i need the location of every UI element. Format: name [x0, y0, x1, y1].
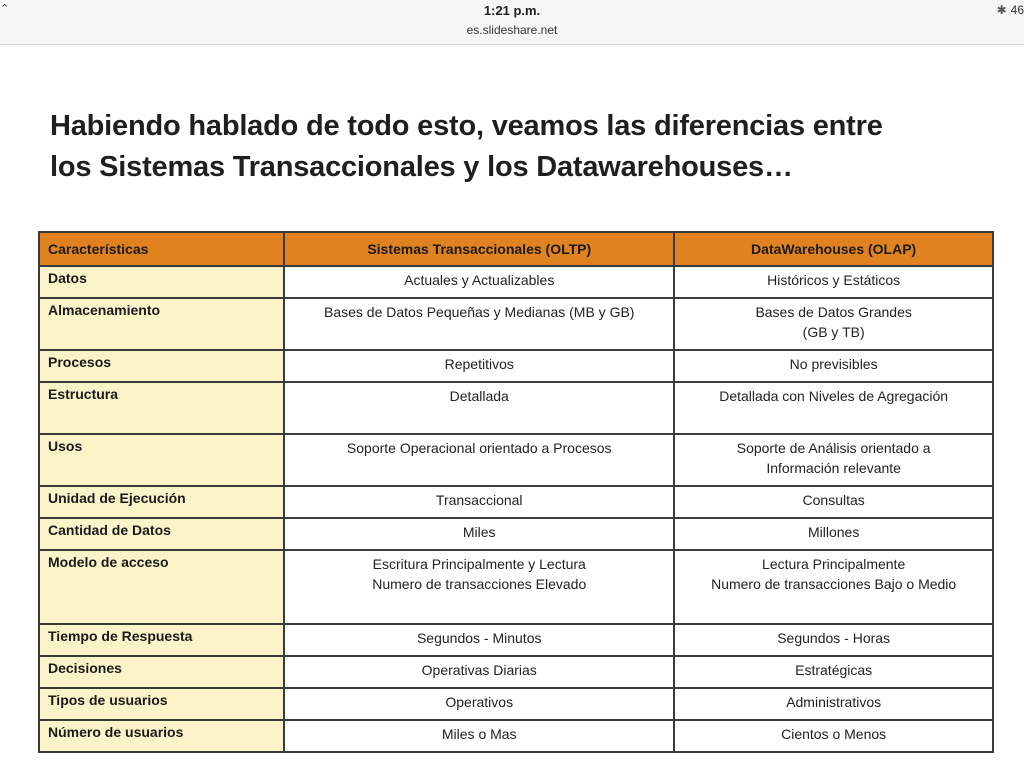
cell-text: Numero de transacciones Elevado: [372, 576, 587, 592]
cell-oltp: [284, 518, 674, 550]
cell-oltp: [284, 298, 674, 350]
row-characteristic: Procesos: [39, 350, 284, 382]
row-characteristic: Modelo de acceso: [39, 550, 284, 624]
cell-olap: [674, 486, 993, 518]
table-row: [39, 518, 993, 550]
cell-text: Soporte Operacional orientado a Procesos: [346, 440, 612, 456]
cell-oltp: [284, 266, 674, 298]
cell-text: Lectura Principalmente: [762, 556, 906, 572]
status-time: 1:21 p.m.: [483, 3, 541, 18]
table-row: [39, 550, 993, 624]
cell-oltp: [284, 486, 674, 518]
cell-text: Repetitivos: [444, 356, 514, 372]
slide-title: [50, 106, 1010, 188]
cell-text: Miles o Mas: [441, 726, 517, 742]
bluetooth-icon: ✱: [996, 3, 1007, 17]
row-characteristic: Estructura: [39, 382, 284, 434]
cell-olap: [674, 624, 993, 656]
cell-text: Escritura Principalmente y Lectura: [372, 556, 586, 572]
slide-title-line-2: los Sistemas Transaccionales y los Datawarehouses…: [50, 151, 793, 183]
cell-text: Consultas: [802, 492, 865, 508]
table-body: [39, 266, 993, 752]
row-characteristic: Cantidad de Datos: [39, 518, 284, 550]
cell-oltp: [284, 656, 674, 688]
header-caracteristicas: Características: [39, 232, 284, 266]
cell-text: (GB y TB): [802, 324, 865, 340]
cell-text: Históricos y Estáticos: [767, 272, 901, 288]
cell-text: Soporte de Análisis orientado a: [736, 440, 931, 456]
cell-text: Operativos: [445, 694, 514, 710]
cell-olap: [674, 298, 993, 350]
cell-text: Estratégicas: [795, 662, 873, 678]
cell-oltp: [284, 624, 674, 656]
row-characteristic: Número de usuarios: [39, 720, 284, 752]
cell-text: Millones: [807, 524, 860, 540]
cell-oltp: [284, 382, 674, 434]
cell-oltp: [284, 688, 674, 720]
cell-oltp: [284, 550, 674, 624]
table-row: [39, 434, 993, 486]
cell-text: Miles: [462, 524, 496, 540]
cell-text: Numero de transacciones Bajo o Medio: [711, 576, 957, 592]
cell-olap: [674, 266, 993, 298]
row-characteristic: Almacenamiento: [39, 298, 284, 350]
cell-olap: [674, 382, 993, 434]
cell-olap: [674, 720, 993, 752]
cell-text: Información relevante: [766, 460, 901, 476]
cell-text: Actuales y Actualizables: [404, 272, 555, 288]
battery-level: 46: [1010, 3, 1024, 17]
table-row: [39, 688, 993, 720]
cell-oltp: [284, 434, 674, 486]
cell-olap: [674, 350, 993, 382]
row-characteristic: Tipos de usuarios: [39, 688, 284, 720]
table-row: [39, 298, 993, 350]
comparison-table: [38, 231, 994, 753]
cell-text: Detallada con Niveles de Agregación: [719, 388, 949, 404]
table-row: [39, 720, 993, 752]
slide-title-line-1: Habiendo hablado de todo esto, veamos las diferencias entre: [50, 110, 883, 142]
signal-icon: ⌃: [0, 2, 10, 15]
browser-status-bar: [0, 0, 1024, 45]
header-olap: DataWarehouses (OLAP): [674, 232, 993, 266]
cell-olap: [674, 688, 993, 720]
row-characteristic: Unidad de Ejecución: [39, 486, 284, 518]
table-row: [39, 382, 993, 434]
address-bar-url[interactable]: es.slideshare.net: [466, 23, 558, 37]
cell-text: Segundos - Minutos: [416, 630, 542, 646]
row-characteristic: Tiempo de Respuesta: [39, 624, 284, 656]
cell-oltp: [284, 350, 674, 382]
cell-text: Segundos - Horas: [777, 630, 891, 646]
cell-olap: [674, 550, 993, 624]
status-right: [997, 3, 1024, 17]
table-row: [39, 656, 993, 688]
cell-text: Bases de Datos Pequeñas y Medianas (MB y GB): [323, 304, 635, 320]
table-row: [39, 350, 993, 382]
cell-oltp: [284, 720, 674, 752]
row-characteristic: Decisiones: [39, 656, 284, 688]
cell-text: Bases de Datos Grandes: [755, 304, 912, 320]
row-characteristic: Usos: [39, 434, 284, 486]
cell-olap: [674, 518, 993, 550]
header-oltp: Sistemas Transaccionales (OLTP): [284, 232, 674, 266]
cell-olap: [674, 434, 993, 486]
table-header-row: [39, 232, 993, 266]
row-characteristic: Datos: [39, 266, 284, 298]
cell-text: Transaccional: [435, 492, 523, 508]
cell-text: Cientos o Menos: [781, 726, 887, 742]
cell-text: Administrativos: [786, 694, 882, 710]
table-row: [39, 266, 993, 298]
table-row: [39, 486, 993, 518]
table-row: [39, 624, 993, 656]
cell-text: No previsibles: [789, 356, 878, 372]
cell-text: Detallada: [449, 388, 509, 404]
cell-olap: [674, 656, 993, 688]
cell-text: Operativas Diarias: [421, 662, 537, 678]
